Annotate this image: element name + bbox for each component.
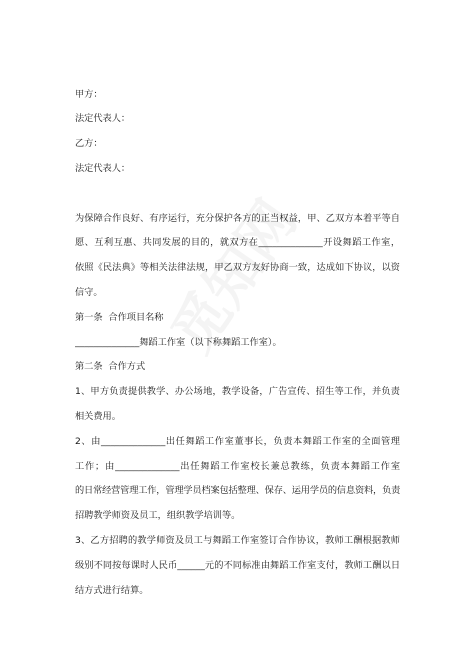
clause-2-line-2: [75, 455, 400, 480]
preamble-line-4: 信守。: [75, 286, 103, 298]
party-b-label: 乙方：: [75, 138, 103, 150]
paragraph-spacer: [75, 182, 400, 207]
principal-name-blank: ______________: [115, 460, 180, 472]
preamble-text: 愿、互利互惠、共同发展的目的，就双方在: [75, 237, 259, 249]
clause-3-text: 元的不同标准由舞蹈工作室支付，教师工酬以日: [204, 559, 400, 571]
clause-2-text: 出任舞蹈工作室校长兼总教练，负责本舞蹈工作室: [179, 460, 400, 472]
clause-1-line-1: 1、甲方负责提供教学、办公场地，教学设备，广告宣传、招生等工作，并负责: [75, 386, 400, 398]
article-1-heading: 第一条 合作项目名称: [75, 311, 164, 323]
clause-3-text: 级别不同按每课时人民币: [75, 559, 178, 571]
studio-name-blank: ______________: [75, 336, 140, 348]
clause-2-text: 工作；由: [75, 460, 116, 472]
clause-2-text: 出任舞蹈工作室董事长，负责本舞蹈工作室的全面管理: [165, 435, 400, 447]
clause-3-line-1: 3、乙方招聘的教学师资及员工与舞蹈工作室签订合作协议，教师工酬根据教师: [75, 534, 400, 546]
party-a-representative-label: 法定代表人：: [75, 113, 131, 125]
party-b-representative-label: 法定代表人：: [75, 162, 131, 174]
article-2-heading: 第二条 合作方式: [75, 361, 146, 373]
clause-3-line-3: 结方式进行结算。: [75, 584, 149, 596]
preamble-line-1: 为保障合作良好、有序运行，充分保护各方的正当权益，甲、乙双方本着平等自: [75, 212, 400, 224]
chairman-name-blank: ______________: [101, 435, 166, 447]
hourly-rate-blank: ______: [177, 559, 205, 571]
clause-2-text: 2、由: [75, 435, 101, 447]
article-1-project-name: [75, 331, 400, 356]
preamble-line-3: 依照《民法典》等相关法律法规，甲乙双方友好协商一致，达成如下协议，以资: [75, 262, 400, 274]
contract-body: [75, 83, 400, 604]
party-a-label: 甲方：: [75, 88, 103, 100]
clause-1-line-2: 相关费用。: [75, 410, 121, 422]
clause-2-line-3: 的日常经营管理工作，管理学员档案包括整理、保存、运用学员的信息资料，负责: [75, 485, 400, 497]
clause-3-line-2: [75, 554, 400, 579]
location-blank: ______________: [258, 237, 323, 249]
preamble-line-2: [75, 231, 400, 256]
article-1-text: 舞蹈工作室（以下称舞蹈工作室）。: [139, 336, 282, 348]
preamble-text: 开设舞蹈工作室，: [322, 237, 400, 249]
clause-2-line-4: 招聘教学师资及员工，组织教学培训等。: [75, 510, 241, 522]
clause-2-line-1: [75, 430, 400, 455]
